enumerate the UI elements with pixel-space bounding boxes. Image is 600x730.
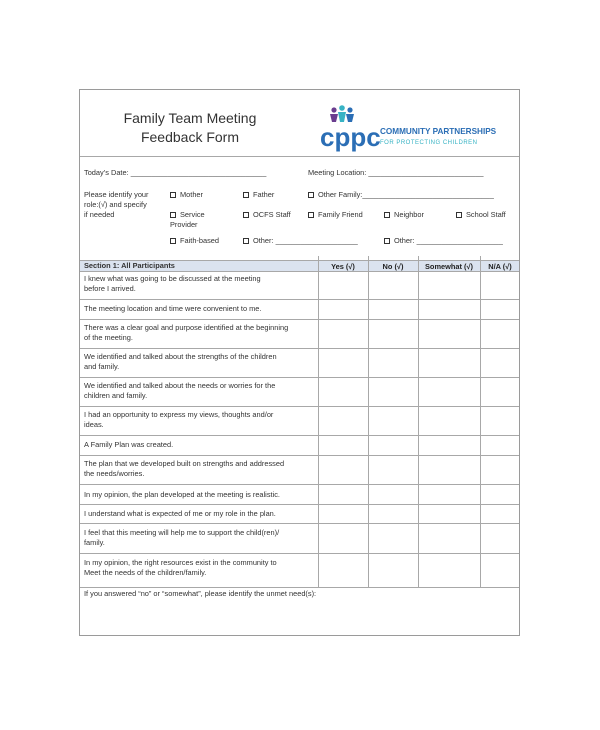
question-8: The plan that we developed built on strengths and addressed the needs/worries. (84, 459, 285, 478)
question-2: The meeting location and time were convenient to me. (84, 304, 262, 313)
option-service-line1: Service (180, 210, 205, 219)
column-no: No (√) (382, 262, 404, 271)
checkbox-other-2[interactable] (384, 238, 390, 244)
checkbox-faith-based[interactable] (170, 238, 176, 244)
logo-text: cppc (320, 122, 381, 152)
question-10: I understand what is expected of me or my role in the plan. (84, 509, 276, 518)
checkbox-family-friend[interactable] (308, 212, 314, 218)
section-title: Section 1: All Participants (84, 261, 175, 270)
question-5: We identified and talked about the needs or worries for the children and family. (84, 381, 276, 400)
col-divider-1 (318, 256, 319, 588)
option-school-staff: School Staff (466, 210, 506, 219)
col-divider-3 (418, 256, 419, 588)
option-family-friend: Family Friend (318, 210, 363, 219)
meeting-location-field[interactable]: Meeting Location: ____________________________ (308, 168, 484, 177)
form-title-line1: Family Team Meeting (123, 110, 257, 126)
option-neighbor: Neighbor (394, 210, 424, 219)
org-name: COMMUNITY PARTNERSHIPS (380, 127, 497, 136)
checkbox-other-family[interactable] (308, 192, 314, 198)
option-other-family[interactable]: Other Family:________________________________ (318, 190, 494, 199)
checkbox-school-staff[interactable] (456, 212, 462, 218)
todays-date-field[interactable]: Today’s Date: _________________________________ (84, 168, 267, 177)
column-yes: Yes (√) (331, 262, 355, 271)
col-divider-2 (368, 256, 369, 588)
checkbox-ocfs-staff[interactable] (243, 212, 249, 218)
question-6: I had an opportunity to express my views, thoughts and/or ideas. (84, 410, 274, 429)
checkbox-father[interactable] (243, 192, 249, 198)
question-9: In my opinion, the plan developed at the meeting is realistic. (84, 490, 280, 499)
option-ocfs-staff: OCFS Staff (253, 210, 291, 219)
option-other-1[interactable]: Other: ____________________ (253, 236, 358, 245)
question-7: A Family Plan was created. (84, 440, 174, 449)
checkbox-neighbor[interactable] (384, 212, 390, 218)
org-tagline: FOR PROTECTING CHILDREN (380, 140, 478, 146)
option-mother: Mother (180, 190, 204, 199)
role-prompt-line1: Please identify your (84, 190, 149, 199)
feedback-form-sheet (79, 89, 520, 636)
checkbox-mother[interactable] (170, 192, 176, 198)
cppc-logo (320, 102, 510, 154)
people-icon (330, 105, 354, 122)
form-title-line2: Feedback Form (140, 129, 240, 145)
option-father: Father (253, 190, 275, 199)
column-na: N/A (√) (488, 262, 512, 271)
question-1: I knew what was going to be discussed at the meeting before I arrived. (84, 274, 261, 293)
question-11: I feel that this meeting will help me to support the child(ren)/ family. (84, 528, 280, 547)
role-prompt-line3: if needed (84, 210, 115, 219)
checkbox-service-provider[interactable] (170, 212, 176, 218)
option-service-line2: Provider (170, 220, 198, 229)
unmet-needs-prompt[interactable]: If you answered “no” or “somewhat”, please identify the unmet need(s): (84, 589, 317, 598)
role-prompt-line2: role:(√) and specify (84, 200, 147, 209)
question-3: There was a clear goal and purpose identified at the beginning of the meeting. (84, 323, 289, 342)
question-4: We identified and talked about the strengths of the children and family. (84, 352, 277, 371)
col-divider-4 (480, 256, 481, 588)
column-somewhat: Somewhat (√) (425, 262, 473, 271)
header-divider (80, 156, 519, 157)
option-faith-based: Faith-based (180, 236, 220, 245)
option-other-2[interactable]: Other: _____________________ (394, 236, 503, 245)
question-12: In my opinion, the right resources exist in the community to Meet the needs of the children/family. (84, 558, 277, 577)
checkbox-other-1[interactable] (243, 238, 249, 244)
